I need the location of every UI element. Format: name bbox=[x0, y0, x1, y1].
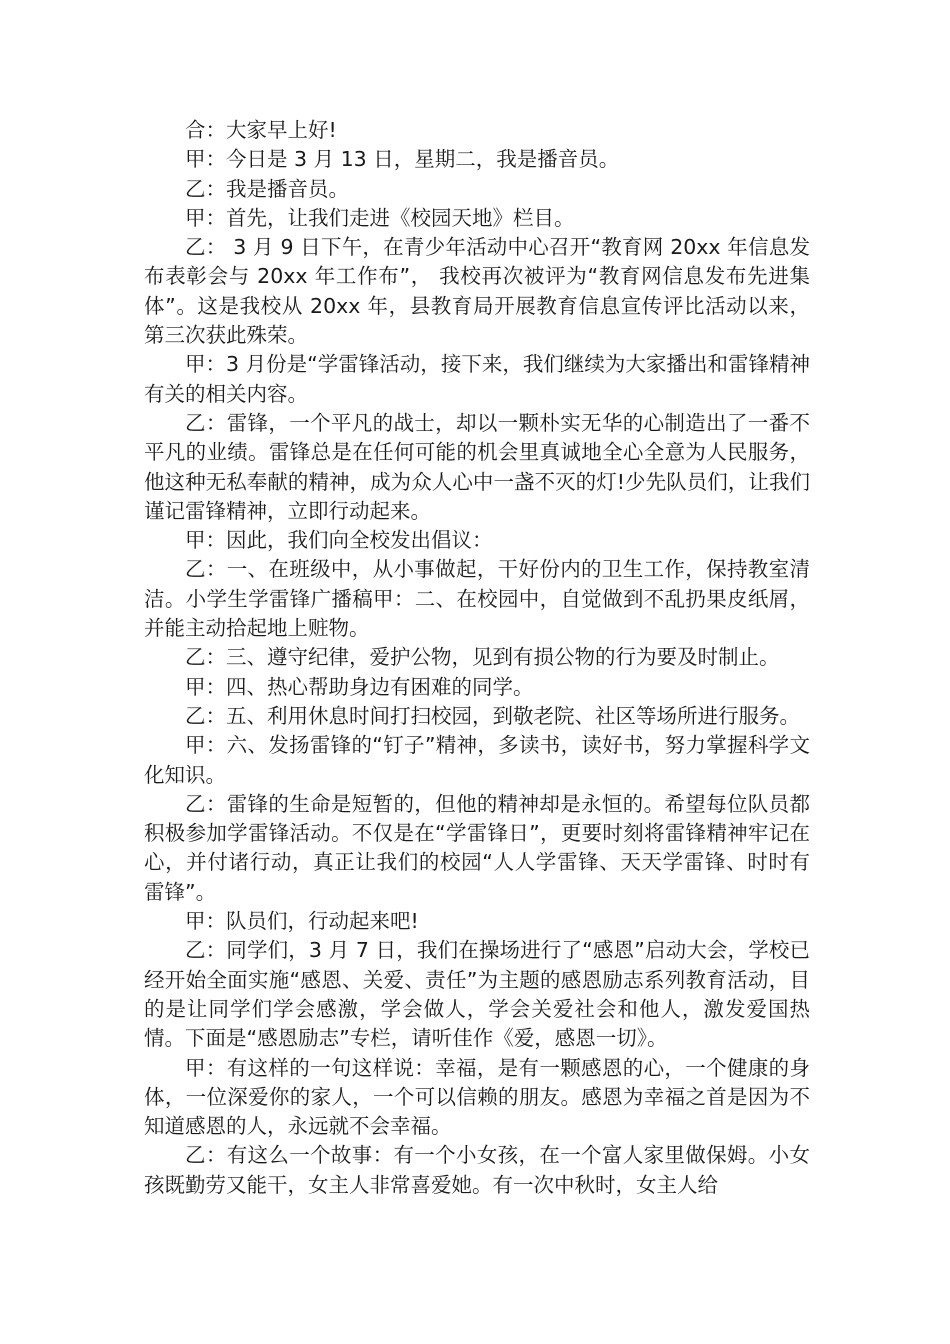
paragraph: 甲：四、热心帮助身边有困难的同学。 bbox=[185, 674, 534, 699]
paragraph: 乙：我是播音员。 bbox=[185, 176, 349, 201]
paragraph: 乙：雷锋的生命是短暂的，但他的精神却是永恒的。希望每位队员都积极参加学雷锋活动。不仅是在“学雷锋日”，更要时刻将雷锋精神牢记在心，并付诸行动，真正让我们的校园“人人学雷锋、天天学雷锋、时时有雷锋”。 bbox=[144, 791, 810, 904]
paragraph: 合：大家早上好! bbox=[185, 118, 337, 142]
paragraph: 甲：首先，让我们走进《校园天地》栏目。 bbox=[185, 205, 575, 230]
paragraph: 乙：五、利用休息时间打扫校园，到敬老院、社区等场所进行服务。 bbox=[185, 703, 800, 728]
paragraph: 甲：3 月份是“学雷锋活动，接下来，我们继续为大家播出和雷锋精神有关的相关内容。 bbox=[144, 352, 810, 406]
paragraph: 乙：三、遵守纪律，爱护公物，见到有损公物的行为要及时制止。 bbox=[185, 645, 780, 670]
paragraph: 甲：队员们，行动起来吧! bbox=[185, 909, 419, 934]
paragraph: 甲：有这样的一句这样说：幸福，是有一颗感恩的心，一个健康的身体，一位深爱你的家人，一个可以信赖的朋友。感恩为幸福之首是因为不知道感恩的人，永远就不会幸福。 bbox=[144, 1055, 810, 1139]
paragraph: 乙：一、在班级中，从小事做起，干好份内的卫生工作，保持教室清洁。小学生学雷锋广播稿甲：二、在校园中，自觉做到不乱扔果皮纸屑，并能主动拾起地上赃物。 bbox=[144, 557, 810, 641]
paragraph: 甲：因此，我们向全校发出倡议： bbox=[185, 528, 493, 553]
paragraph: 甲：今日是 3 月 13 日，星期二，我是播音员。 bbox=[185, 147, 620, 172]
paragraph: 乙： 3 月 9 日下午，在青少年活动中心召开“教育网 20xx 年信息发布表彰会与 20xx 年工作布”， 我校再次被评为“教育网信息发布先进集体”。这是我校从 20xx 年，县教育局开展教育信息宣传评比活动以来，第三次获此殊荣。 bbox=[144, 235, 810, 348]
paragraph: 甲：六、发扬雷锋的“钉子”精神，多读书，读好书，努力掌握科学文化知识。 bbox=[144, 733, 810, 787]
paragraph: 乙：有这么一个故事：有一个小女孩，在一个富人家里做保姆。小女孩既勤劳又能干，女主人非常喜爱她。有一次中秋时，女主人给 bbox=[144, 1143, 810, 1197]
paragraph: 乙：同学们，3 月 7 日，我们在操场进行了“感恩”启动大会，学校已经开始全面实施“感恩、关爱、责任”为主题的感恩励志系列教育活动，目的是让同学们学会感激，学会做人，学会关爱社会和他人，激发爱国热情。下面是“感恩励志”专栏，请听佳作《爱，感恩一切》。 bbox=[144, 938, 810, 1051]
paragraph: 乙：雷锋，一个平凡的战士，却以一颗朴实无华的心制造出了一番不平凡的业绩。雷锋总是在任何可能的机会里真诚地全心全意为人民服务，他这种无私奉献的精神，成为众人心中一盏不灭的灯!少先队员们，让我们谨记雷锋精神，立即行动起来。 bbox=[144, 410, 810, 523]
document-body bbox=[144, 116, 810, 1200]
